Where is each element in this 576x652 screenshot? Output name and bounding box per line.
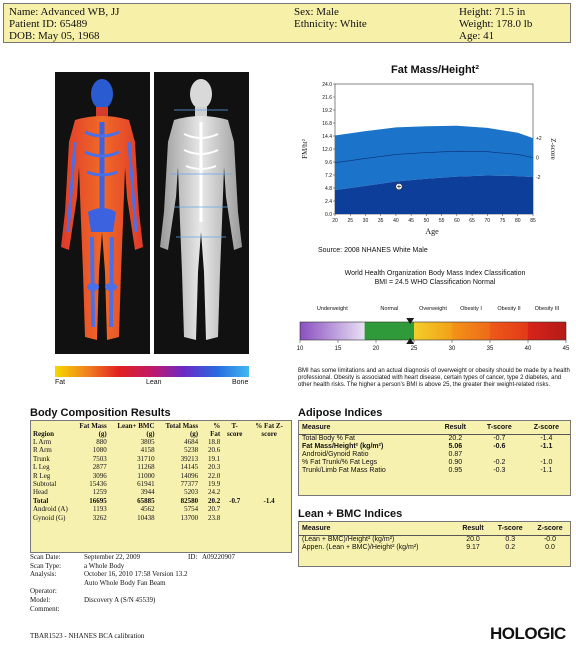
table-cell: 11268	[137, 463, 155, 472]
chart-title: Fat Mass/Height²	[390, 64, 479, 76]
table-cell: 3096	[92, 471, 107, 480]
table-cell	[476, 451, 523, 459]
x-tick-label: 85	[530, 218, 536, 224]
table-row	[299, 435, 570, 444]
x-tick-label: 55	[438, 218, 445, 224]
patient-weight: Weight: 178.0 lb	[459, 18, 533, 30]
bmi-tick-label: 30	[448, 346, 456, 352]
y-tick-label: 12.0	[322, 147, 332, 153]
adipose-box	[298, 420, 571, 496]
lean-table	[299, 522, 570, 552]
table-cell	[247, 472, 291, 480]
table-cell: 5.06	[448, 443, 463, 450]
table-cell: 880	[96, 438, 107, 446]
grayscale-body-scan	[154, 72, 249, 354]
table-cell: 9.17	[466, 544, 480, 551]
table-row	[31, 505, 291, 513]
y-tick-label: 19.2	[322, 108, 332, 114]
calibration-footer: TBAR1523 - NHANES BCA calibration	[30, 632, 145, 640]
bmi-category-label: Obesity II	[497, 306, 521, 312]
table-cell: 3805	[140, 438, 155, 446]
hologic-logo: HOLOGIC	[490, 624, 566, 643]
x-tick-label: 50	[423, 218, 430, 224]
table-cell: 20.3	[207, 463, 221, 472]
table-cell	[247, 463, 291, 471]
bmi-category-label: Overweight	[419, 306, 447, 312]
table-cell: Android (A)	[33, 505, 68, 514]
y-tick-label: 9.6	[325, 160, 332, 166]
table-cell: 5754	[184, 505, 199, 514]
bmi-subheading: BMI = 24.5 WHO Classification Normal	[374, 279, 496, 286]
table-row	[31, 438, 291, 446]
table-cell: Total	[33, 496, 49, 505]
table-cell: R Arm	[33, 446, 52, 455]
patient-height: Height: 71.5 in	[459, 6, 526, 18]
scan-type: a Whole Body	[84, 561, 125, 570]
table-row	[299, 451, 570, 459]
analysis-label: Analysis:	[30, 570, 57, 579]
operator-label: Operator:	[30, 587, 57, 596]
table-cell	[222, 488, 247, 496]
table-row	[31, 480, 291, 488]
y-tick-label: 0.0	[325, 212, 332, 218]
table-cell: 19.1	[207, 454, 221, 463]
bmi-tick-label: 40	[524, 346, 532, 352]
patient-ethnicity: Ethnicity: White	[294, 18, 367, 30]
legend-fat: Fat	[55, 379, 66, 386]
table-row	[299, 459, 570, 467]
table-cell: 19.9	[207, 480, 221, 489]
x-tick-label: 30	[362, 218, 369, 224]
table-cell: Trunk/Limb Fat Mass Ratio	[302, 467, 386, 474]
table-cell: % Fat Trunk/% Fat Legs	[302, 459, 378, 466]
table-cell: Total Body % Fat	[302, 435, 355, 442]
column-header: Region	[33, 429, 54, 438]
x-tick-label: 25	[347, 218, 354, 224]
body-comp-box	[30, 420, 292, 553]
legend-lean: Lean	[146, 379, 162, 386]
bmi-segment	[452, 322, 490, 340]
table-cell: 0.90	[448, 459, 463, 466]
column-header: T-score	[476, 421, 523, 435]
patient-header	[3, 3, 571, 43]
table-cell: 20.2	[207, 496, 221, 505]
table-cell: 20.6	[207, 446, 221, 455]
table-cell: 82580	[180, 496, 199, 505]
table-cell: 3262	[92, 513, 107, 522]
patient-dob: DOB: May 05, 1968	[9, 30, 100, 42]
table-cell: -0.7	[493, 435, 506, 442]
table-cell: (Lean + BMC)/Height² (kg/m²)	[302, 536, 395, 543]
table-row	[31, 488, 291, 496]
column-header: Result	[435, 421, 476, 435]
table-cell: Head	[33, 488, 48, 497]
body-comp-title: Body Composition Results	[30, 407, 171, 419]
bmi-category-label: Normal	[380, 306, 399, 312]
y-axis-label: FM/ht²	[301, 139, 309, 159]
table-cell: 11000	[137, 471, 155, 480]
lean-box	[298, 521, 571, 567]
table-cell: 77377	[180, 480, 199, 489]
table-row	[31, 455, 291, 463]
column-header: Measure	[299, 421, 435, 435]
column-header: T-score	[226, 422, 243, 438]
legend-bone: Bone	[232, 379, 249, 386]
table-cell: 18.8	[207, 438, 221, 446]
table-cell: 20.7	[207, 505, 221, 514]
table-cell	[247, 514, 291, 522]
bmi-category-label: Obesity I	[460, 306, 482, 312]
table-cell: 4562	[140, 505, 155, 514]
x-tick-label: 80	[514, 218, 521, 224]
table-row	[299, 536, 570, 545]
x-tick-label: 45	[408, 218, 414, 224]
table-cell: 15436	[89, 480, 107, 489]
table-cell: Gynoid (G)	[33, 513, 66, 522]
table-cell: R Leg	[33, 471, 51, 480]
table-cell: 24.2	[207, 488, 221, 497]
x-axis-label: Age	[425, 227, 439, 236]
adipose-table	[299, 421, 570, 475]
bmi-segment	[365, 322, 414, 340]
column-header: T-score	[491, 522, 530, 536]
column-header: % Fat	[210, 422, 221, 438]
y-tick-label: 21.6	[322, 95, 332, 101]
table-cell: 5203	[184, 488, 199, 497]
table-cell: 65885	[137, 496, 155, 505]
x-tick-label: 60	[454, 218, 460, 224]
table-cell: 4158	[140, 446, 155, 455]
table-cell: 1259	[92, 488, 107, 497]
z-score-label: 0	[536, 155, 539, 162]
table-cell: 4684	[184, 438, 199, 446]
table-cell: 10438	[137, 513, 155, 522]
table-cell: 2877	[92, 463, 107, 472]
table-cell	[247, 488, 291, 496]
table-cell: L Arm	[33, 438, 52, 446]
scan-date-label: Scan Date:	[30, 553, 61, 561]
bmi-note: BMI has some limitations and an actual diagnosis of overweight or obesity should be made by a health professional. Obesity is associated with heart disease, certain types of cancer, type 2 diabetes, and other health risks. The higher a person's BMI is above 25, the greater their weight-related risks.	[298, 368, 570, 388]
x-tick-label: 40	[393, 218, 399, 224]
y-tick-label: 14.4	[322, 134, 332, 140]
table-cell: 22.0	[207, 471, 221, 480]
table-cell	[222, 455, 247, 463]
table-cell: Fat Mass/Height² (kg/m²)	[302, 443, 384, 450]
analysis-mode: Auto Whole Body Fan Beam	[84, 578, 166, 587]
table-cell	[247, 505, 291, 513]
table-cell: 20.0	[466, 536, 480, 543]
bmi-tick-label: 35	[486, 346, 494, 352]
bmi-tick-label: 25	[410, 346, 418, 352]
column-header: Lean+ BMC (g)	[117, 422, 155, 438]
table-cell	[247, 438, 291, 446]
bmi-segment	[414, 322, 452, 340]
column-header: Result	[456, 522, 491, 536]
table-cell	[247, 446, 291, 454]
table-cell: 1080	[92, 446, 107, 455]
x-tick-label: 35	[377, 218, 384, 224]
model: Discovery A (S/N 45539)	[84, 595, 156, 604]
table-cell: 16695	[89, 496, 107, 505]
table-row	[31, 446, 291, 454]
table-cell: -1.1	[540, 467, 553, 474]
column-header: Total Mass (g)	[165, 422, 199, 438]
column-header: Measure	[299, 522, 456, 536]
z-axis-label: Z-score	[549, 138, 557, 160]
color-body-scan	[55, 72, 150, 354]
table-cell: -1.4	[263, 496, 275, 505]
bmi-tick-label: 20	[372, 346, 380, 352]
table-cell: 3944	[140, 488, 155, 497]
z-score-label: +2	[536, 136, 542, 143]
bmi-category-label: Obesity III	[534, 306, 560, 312]
table-cell: Trunk	[33, 454, 50, 463]
analysis-date: October 16, 2010 17:58 Version 13.2	[84, 570, 188, 579]
bmi-tick-label: 15	[334, 346, 342, 352]
table-cell: -0.0	[543, 536, 557, 543]
table-cell: 0.87	[448, 451, 463, 458]
table-cell: 7503	[92, 454, 107, 463]
table-cell: -0.3	[493, 467, 506, 474]
table-cell: -0.7	[229, 496, 241, 505]
table-row	[31, 472, 291, 480]
bmi-tick-label: 10	[296, 346, 304, 352]
x-tick-label: 70	[484, 218, 491, 224]
table-cell: -1.1	[540, 443, 553, 450]
table-cell: 61941	[137, 480, 155, 489]
table-cell: 13700	[180, 513, 199, 522]
adipose-title: Adipose Indices	[298, 407, 383, 419]
table-cell: 0.3	[505, 536, 516, 543]
table-cell	[222, 438, 247, 446]
table-cell	[247, 480, 291, 488]
scan-id: A09220907	[202, 553, 236, 561]
table-cell: Appen. (Lean + BMC)/Height² (kg/m²)	[302, 544, 419, 551]
comment-label: Comment:	[30, 604, 60, 613]
table-row	[299, 467, 570, 475]
table-cell: 0.95	[448, 467, 463, 474]
scan-date: September 22, 2009	[84, 553, 141, 561]
body-comp-table	[31, 423, 291, 522]
table-row	[31, 497, 291, 505]
table-cell: 0.0	[545, 544, 555, 551]
table-cell	[222, 514, 247, 522]
table-cell: L Leg	[33, 463, 50, 472]
table-cell	[222, 505, 247, 513]
y-tick-label: 4.8	[325, 186, 332, 192]
grayscale-scan-figure	[154, 72, 249, 354]
table-cell: Subtotal	[33, 480, 57, 489]
column-header: % Fat Z-score	[255, 422, 283, 438]
patient-age: Age: 41	[459, 30, 495, 42]
table-row	[299, 544, 570, 552]
patient-name: Name: Advanced WB, JJ	[9, 6, 120, 18]
patient-id: Patient ID: 65489	[9, 18, 88, 30]
table-row	[31, 463, 291, 471]
bmi-heading: World Health Organization Body Mass Index Classification	[344, 270, 526, 277]
table-cell: 14145	[180, 463, 199, 472]
table-cell: 1193	[93, 505, 107, 514]
bmi-scale-graphic	[296, 300, 572, 362]
table-cell: -1.4	[540, 435, 553, 442]
x-tick-label: 65	[469, 218, 475, 224]
table-row	[31, 514, 291, 522]
tissue-color-legend	[55, 366, 249, 377]
table-cell	[523, 451, 570, 459]
scan-info	[30, 553, 292, 613]
table-cell	[247, 455, 291, 463]
table-cell: -0.2	[493, 459, 506, 466]
scan-id-label: ID:	[188, 553, 198, 561]
column-header: Fat Mass (g)	[79, 422, 107, 438]
table-cell: 23.8	[207, 513, 221, 522]
model-label: Model:	[30, 595, 51, 604]
y-tick-label: 24.0	[322, 82, 332, 88]
table-cell: -0.6	[493, 443, 506, 450]
table-cell: 0.2	[505, 544, 516, 551]
bmi-category-label: Underweight	[316, 306, 348, 312]
table-cell	[222, 480, 247, 488]
bmi-segment	[490, 322, 528, 340]
lean-title: Lean + BMC Indices	[298, 508, 403, 520]
bmi-segment	[528, 322, 566, 340]
table-cell: 20.2	[448, 435, 463, 442]
column-header: Z-score	[530, 522, 570, 536]
y-tick-label: 2.4	[325, 199, 332, 205]
table-cell	[222, 463, 247, 471]
table-cell: 14096	[180, 471, 199, 480]
table-cell	[222, 446, 247, 454]
table-cell: -1.0	[540, 459, 553, 466]
fat-mass-height-chart	[295, 62, 575, 262]
bmi-segment	[300, 322, 365, 340]
z-score-label: -2	[536, 175, 541, 182]
x-tick-label: 20	[332, 218, 338, 224]
table-cell: 5238	[184, 446, 199, 455]
column-header: Z-score	[523, 421, 570, 435]
chart-source: Source: 2008 NHANES White Male	[318, 247, 428, 254]
patient-sex: Sex: Male	[294, 6, 339, 18]
y-tick-label: 16.8	[322, 121, 332, 127]
scan-type-label: Scan Type:	[30, 561, 62, 570]
table-cell	[222, 472, 247, 480]
table-cell: 39213	[180, 454, 199, 463]
table-cell: Android/Gynoid Ratio	[302, 451, 369, 458]
x-tick-label: 75	[499, 218, 506, 224]
chart-plot	[295, 78, 575, 258]
y-tick-label: 7.2	[325, 173, 332, 179]
bmi-tick-label: 45	[562, 346, 570, 352]
table-cell: 31710	[137, 454, 155, 463]
table-row	[299, 443, 570, 451]
bmi-scale	[296, 300, 572, 362]
color-scan-figure	[55, 72, 150, 354]
